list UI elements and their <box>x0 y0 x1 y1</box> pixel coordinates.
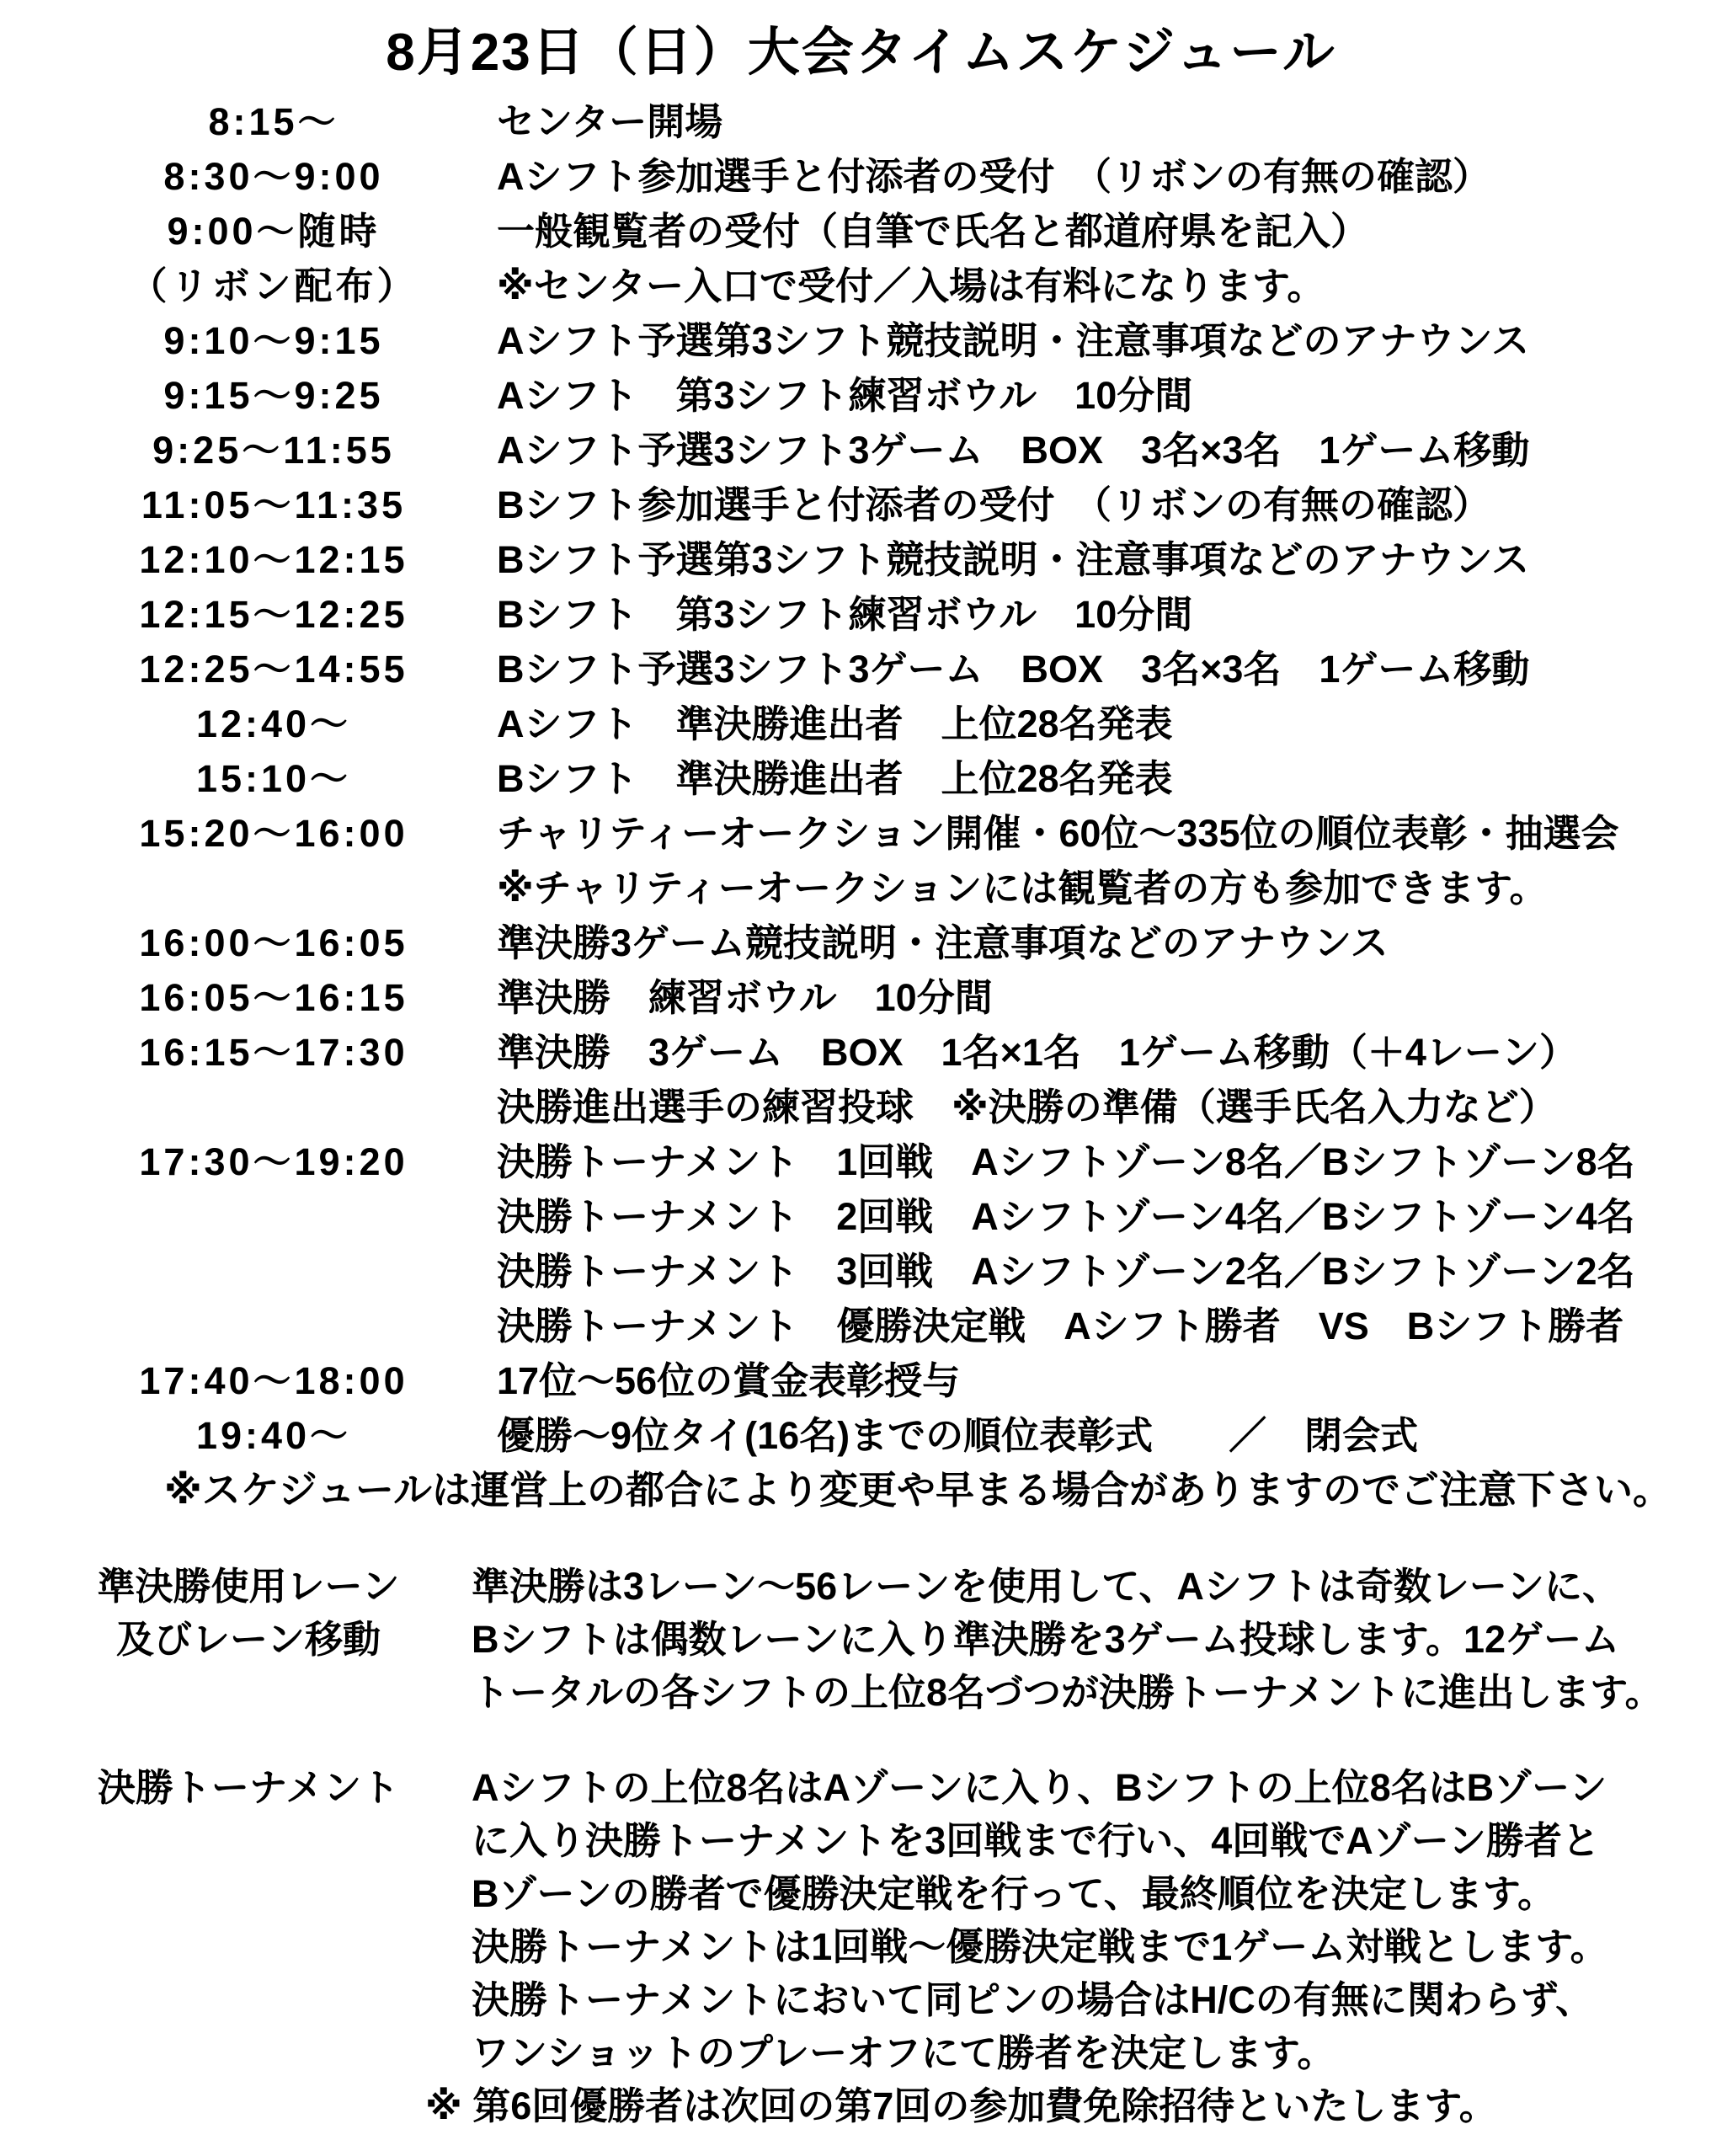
schedule-row <box>0 642 1722 696</box>
section-body-line: ワンショットのプレーオフにて勝者を決定します。 <box>472 2031 1335 2074</box>
section-body-line: Bシフトは偶数レーンに入り準決勝を3ゲーム投球します。12ゲーム <box>472 1618 1620 1661</box>
section-body-line: 決勝トーナメントは1回戦～優勝決定戦まで1ゲーム対戦とします。 <box>472 1925 1608 1968</box>
schedule-row <box>0 1299 1722 1353</box>
schedule-time: 8:30～9:00 <box>163 155 384 198</box>
schedule-description: 決勝進出選手の練習投球 ※決勝の準備（選手氏名入力など） <box>497 1086 1557 1129</box>
section-body <box>472 1560 1663 1719</box>
section-body-line: トータルの各シフトの上位8名づつが決勝トーナメントに進出します。 <box>472 1671 1663 1714</box>
schedule-row <box>0 970 1722 1025</box>
section-body-line: 決勝トーナメントにおいて同ピンの場合はH/Cの有無に関わらず、 <box>472 1978 1594 2021</box>
schedule-row <box>0 313 1722 368</box>
schedule-time: 9:10～9:15 <box>163 319 384 362</box>
schedule-time: （リボン配布） <box>129 264 419 307</box>
schedule-description: Aシフト予選3シフト3ゲーム BOX 3名×3名 1ゲーム移動 <box>497 429 1530 472</box>
schedule-time: 17:30～19:20 <box>139 1140 408 1183</box>
schedule-time: 12:10～12:15 <box>139 538 408 581</box>
schedule-row <box>0 1353 1722 1408</box>
schedule-row <box>0 1080 1722 1134</box>
schedule-description: Bシフト予選第3シフト競技説明・注意事項などのアナウンス <box>497 538 1530 581</box>
schedule-description: 決勝トーナメント 1回戦 Aシフトゾーン8名／Bシフトゾーン8名 <box>497 1140 1635 1183</box>
section-label-line: 及びレーン移動 <box>115 1618 381 1661</box>
schedule-row <box>0 94 1722 149</box>
schedule-row <box>0 696 1722 751</box>
schedule-row <box>0 587 1722 642</box>
schedule-description: センター開場 <box>497 100 723 143</box>
schedule-time: 9:25～11:55 <box>152 429 395 472</box>
schedule-row <box>0 259 1722 313</box>
schedule-description: Bシフト予選3シフト3ゲーム BOX 3名×3名 1ゲーム移動 <box>497 648 1530 691</box>
schedule-description: Bシフト 第3シフト練習ボウル 10分間 <box>497 593 1193 636</box>
schedule-description: 17位～56位の賞金表彰授与 <box>497 1359 961 1402</box>
schedule-time: 9:15～9:25 <box>163 374 384 417</box>
schedule-description: Aシフト予選第3シフト競技説明・注意事項などのアナウンス <box>497 319 1530 362</box>
schedule-time: 12:25～14:55 <box>139 648 408 691</box>
section-body-line: に入り決勝トーナメントを3回戦まで行い、4回戦でAゾーン勝者と <box>472 1819 1600 1862</box>
schedule-row <box>0 423 1722 478</box>
schedule-description: Aシフト参加選手と付添者の受付 （リボンの有無の確認） <box>497 155 1490 198</box>
schedule-caution-note: ※スケジュールは運営上の都合により変更や早まる場合がありますのでご注意下さい。 <box>164 1468 1671 1512</box>
schedule-row <box>0 1408 1722 1463</box>
info-section <box>0 1560 1722 1719</box>
page-title: 8月23日（日）大会タイムスケジュール <box>386 24 1336 82</box>
schedule-row <box>0 1025 1722 1080</box>
schedule-description: ※センター入口で受付／入場は有料になります。 <box>497 264 1325 307</box>
schedule-description: Aシフト 第3シフト練習ボウル 10分間 <box>497 374 1193 417</box>
schedule-description: Bシフト 準決勝進出者 上位28名発表 <box>497 757 1173 800</box>
section-label-line: 準決勝使用レーン <box>97 1565 400 1608</box>
schedule-time: 12:40～ <box>195 702 352 745</box>
info-sections <box>0 1560 1722 2132</box>
schedule-row <box>0 478 1722 532</box>
section-label <box>51 1560 446 1666</box>
schedule-time: 15:20～16:00 <box>139 812 408 855</box>
schedule-time: 8:15～ <box>208 100 339 143</box>
schedule-description: 準決勝3ゲーム競技説明・注意事項などのアナウンス <box>497 921 1389 964</box>
section-body <box>472 1761 1608 2079</box>
schedule-description: ※チャリティーオークションには観覧者の方も参加できます。 <box>497 867 1548 910</box>
schedule-time: 17:40～18:00 <box>139 1359 408 1402</box>
schedule-row <box>0 149 1722 204</box>
schedule-time: 11:05～11:35 <box>141 483 407 526</box>
schedule-description: Aシフト 準決勝進出者 上位28名発表 <box>497 702 1173 745</box>
info-section-row <box>0 1761 1722 2079</box>
schedule-description: Bシフト参加選手と付添者の受付 （リボンの有無の確認） <box>497 483 1490 526</box>
schedule-time: 16:00～16:05 <box>139 921 408 964</box>
section-body-line: Aシフトの上位8名はAゾーンに入り、Bシフトの上位8名はBゾーン <box>472 1766 1607 1809</box>
section-body-line: 準決勝は3レーン～56レーンを使用して、Aシフトは奇数レーンに、 <box>472 1565 1620 1608</box>
schedule-row <box>0 1244 1722 1299</box>
section-footnote: ※ 第6回優勝者は次回の第7回の参加費免除招待といたします。 <box>425 2084 1497 2127</box>
schedule-row <box>0 861 1722 915</box>
schedule-row <box>0 806 1722 861</box>
schedule-row <box>0 915 1722 970</box>
info-section <box>0 1761 1722 2132</box>
schedule-description: 決勝トーナメント 3回戦 Aシフトゾーン2名／Bシフトゾーン2名 <box>497 1250 1635 1293</box>
schedule-time: 15:10～ <box>195 757 352 800</box>
schedule-time: 16:15～17:30 <box>139 1031 408 1074</box>
section-body-line: Bゾーンの勝者で優勝決定戦を行って、最終順位を決定します。 <box>472 1872 1556 1915</box>
schedule-row <box>0 532 1722 587</box>
schedule-time: 12:15～12:25 <box>139 593 408 636</box>
schedule-description: 決勝トーナメント 2回戦 Aシフトゾーン4名／Bシフトゾーン4名 <box>497 1195 1635 1238</box>
schedule-time: 16:05～16:15 <box>139 976 408 1019</box>
schedule-description: チャリティーオークション開催・60位～335位の順位表彰・抽選会 <box>497 812 1619 855</box>
schedule-row <box>0 204 1722 259</box>
schedule-description: 準決勝 練習ボウル 10分間 <box>497 976 993 1019</box>
schedule-description: 決勝トーナメント 優勝決定戦 Aシフト勝者 VS Bシフト勝者 <box>497 1305 1624 1348</box>
section-label-line: 決勝トーナメント <box>97 1766 400 1809</box>
schedule-time: 19:40～ <box>195 1414 352 1457</box>
schedule-row <box>0 1189 1722 1244</box>
schedule-description: 優勝～9位タイ(16名)までの順位表彰式 ／ 閉会式 <box>497 1414 1419 1457</box>
schedule-time: 9:00～随時 <box>167 210 381 253</box>
info-section-row <box>0 1560 1722 1719</box>
schedule-row <box>0 368 1722 423</box>
schedule-table <box>0 94 1722 1463</box>
schedule-description: 一般観覧者の受付（自筆で氏名と都道府県を記入） <box>497 210 1369 253</box>
section-label <box>51 1761 446 1814</box>
schedule-row <box>0 1134 1722 1189</box>
schedule-row <box>0 751 1722 806</box>
schedule-description: 準決勝 3ゲーム BOX 1名×1名 1ゲーム移動（＋4レーン） <box>497 1031 1578 1074</box>
